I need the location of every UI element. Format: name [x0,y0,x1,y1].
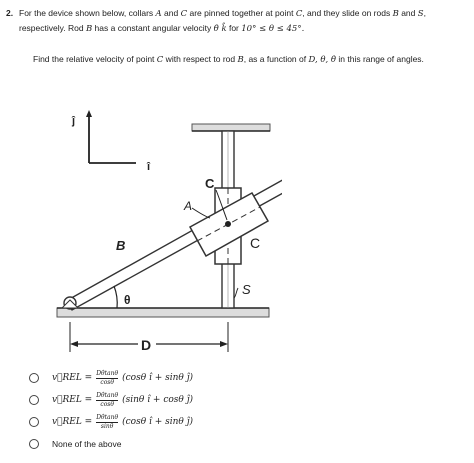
label-d: D [141,337,152,353]
ground [57,308,269,317]
question-prompt: Find the relative velocity of point C with respect to rod B, as a function of D, θ, θ̇ in this range of angles. [33,54,424,65]
radio-option-1[interactable] [29,373,39,383]
label-c-collar: C [250,235,261,251]
radio-option-3[interactable] [29,417,39,427]
label-c: C [205,176,215,191]
label-s: S [242,282,251,297]
answer-option-1[interactable]: v⃗REL = $\frac{D\thetȧ\tan\theta}{\cos\theta}$ (cosθ î + sinθ ĵ) [29,369,193,387]
top-wall [192,124,270,131]
answer-option-4[interactable] [29,435,121,453]
question-number: 2. [6,8,14,18]
dim-arrow-right-icon [220,341,228,347]
dim-arrow-left-icon [70,341,78,347]
mechanism-figure [52,108,282,360]
label-a: A [184,199,193,213]
j-label: ĵ [72,115,76,127]
question-text: For the device shown below, collars A and C are pinned together at point C, and they slide on rods B and S, respectively. Rod B has a constant angular velocity θ̇ k̂ for 10° ≤ θ ≤ 45°. [19,8,426,34]
answer-option-3[interactable]: v⃗REL = $\frac{D\thetȧ\tan\theta}{\sin\theta}$ (cosθ î + sinθ ĵ) [29,413,193,431]
radio-option-4[interactable] [29,439,39,449]
option-4-label: None of the above [52,439,122,449]
i-label: î [147,161,151,173]
label-b: B [116,238,126,253]
answer-option-2[interactable]: v⃗REL = $\frac{D\thetȧ\tan\theta}{\cos\theta}$ (sinθ î + cosθ ĵ) [29,391,193,409]
label-theta: θ [124,293,131,307]
pin-c [225,221,231,227]
j-arrow-icon [86,110,92,117]
radio-option-2[interactable] [29,395,39,405]
